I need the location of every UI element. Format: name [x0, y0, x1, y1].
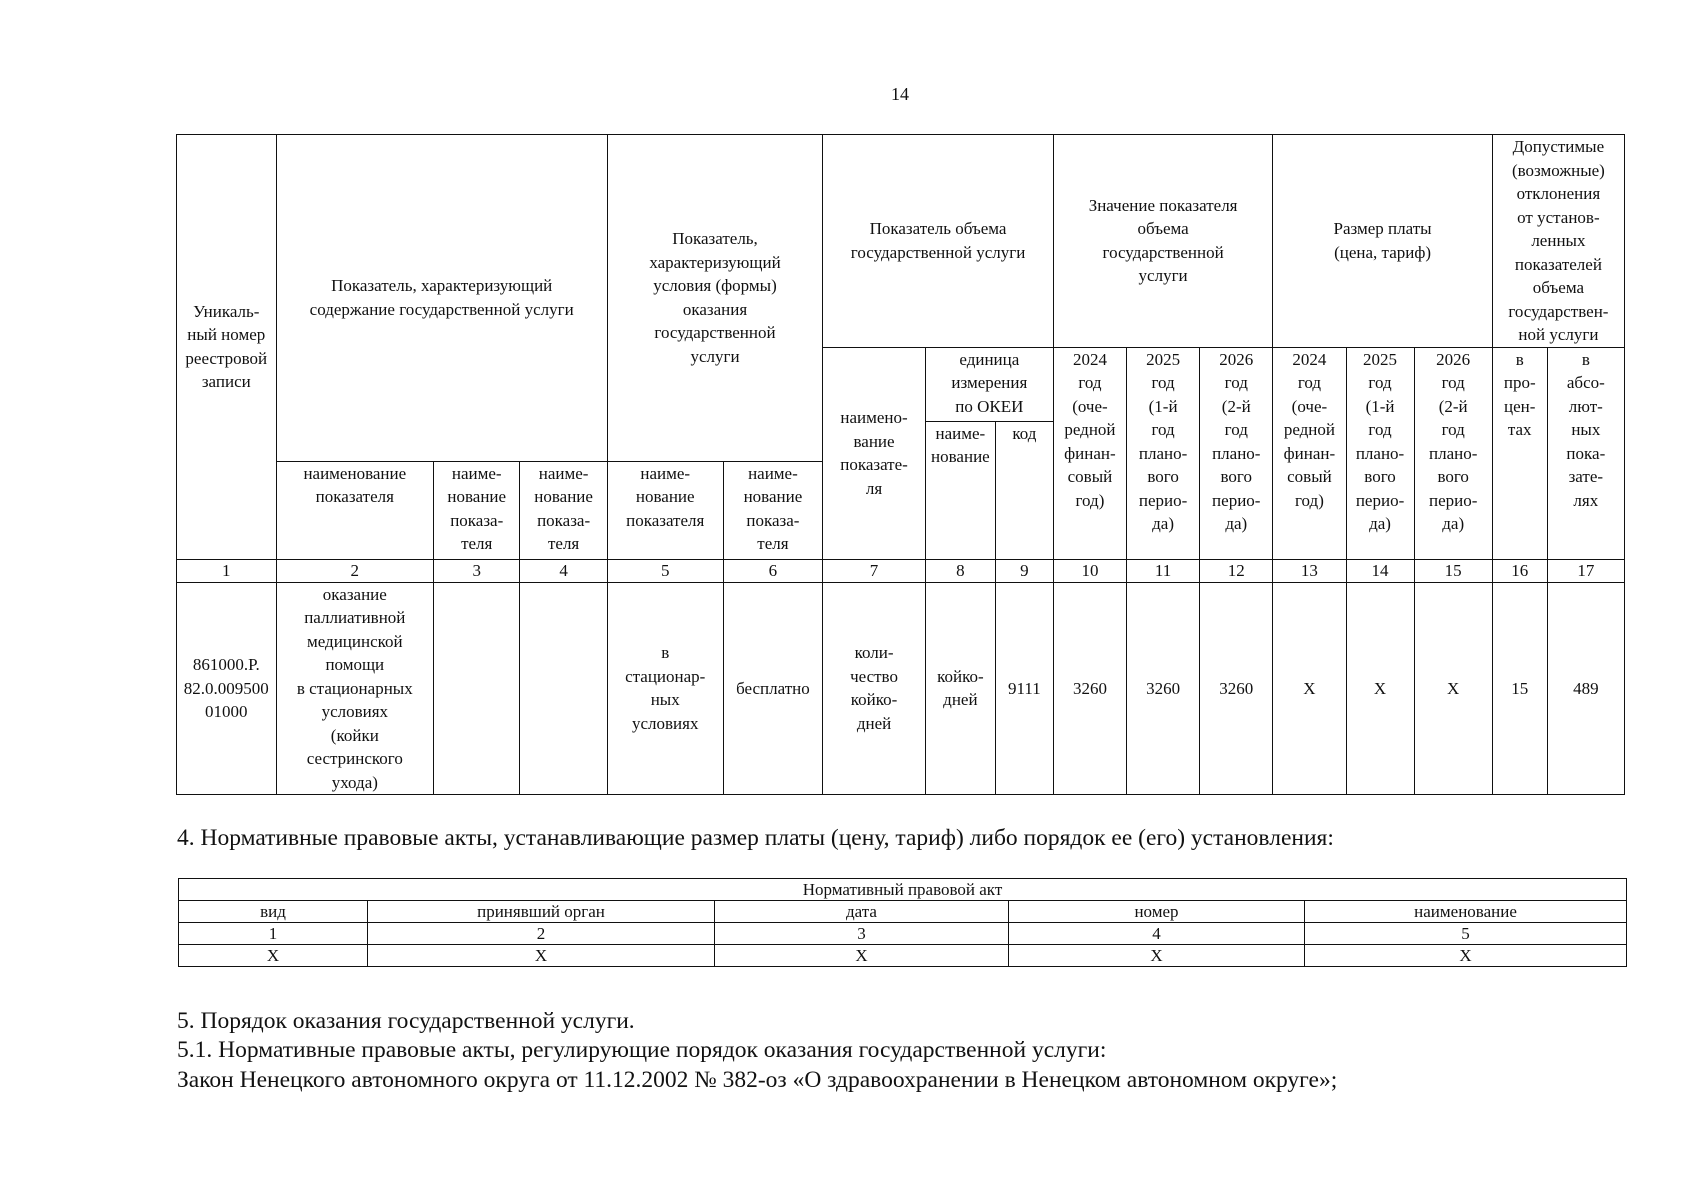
- header-type: вид: [179, 901, 368, 923]
- header-col13: 2024 год (оче- редной финан- совый год): [1273, 347, 1346, 559]
- header-col16: в про- цен- тах: [1492, 347, 1547, 559]
- page-number: 14: [891, 84, 909, 104]
- value-2026-cell: 3260: [1200, 582, 1273, 795]
- value-2025-cell: 3260: [1127, 582, 1200, 795]
- indicator-name-cell: коли- чество койко- дней: [823, 582, 926, 795]
- empty-cell: [434, 582, 520, 795]
- unit-code-cell: 9111: [995, 582, 1053, 795]
- header-date: дата: [715, 901, 1009, 923]
- header-col12: 2026 год (2-й год плано- вого перио- да): [1200, 347, 1273, 559]
- deviation-percent-cell: 15: [1492, 582, 1547, 795]
- col-number: 10: [1053, 559, 1126, 582]
- fee-2025-cell: Х: [1346, 582, 1414, 795]
- col-number: 13: [1273, 559, 1346, 582]
- conditions-cell: в стационар- ных условиях: [607, 582, 723, 795]
- header-conditions-group: Показатель, характеризующий условия (формы) оказания государственной услуги: [607, 135, 822, 462]
- legal-act-body-cell: Х: [368, 945, 715, 967]
- header-col3: наиме- нование показа- теля: [434, 461, 520, 559]
- header-name: наименование: [1305, 901, 1627, 923]
- legal-acts-table: [178, 878, 1627, 967]
- header-fee-group: Размер платы (цена, тариф): [1273, 135, 1492, 348]
- col-number: 1: [179, 923, 368, 945]
- registry-number-cell: 861000.Р. 82.0.009500 01000: [177, 582, 277, 795]
- header-col4: наиме- нование показа- теля: [520, 461, 607, 559]
- table-row: [179, 945, 1627, 967]
- column-number-row: [177, 559, 1625, 582]
- header-deviation-group: Допустимые (возможные) отклонения от установ- ленных показателей объема государствен- ной услуги: [1492, 135, 1624, 348]
- legal-act-header-row: [179, 901, 1627, 923]
- header-col10: 2024 год (оче- редной финан- совый год): [1053, 347, 1126, 559]
- col-number: 8: [925, 559, 995, 582]
- col-number: 14: [1346, 559, 1414, 582]
- fee-2024-cell: Х: [1273, 582, 1346, 795]
- service-content-cell: оказание паллиативной медицинской помощи в стационарных условиях (койки сестринского ухода): [276, 582, 433, 795]
- header-col6: наиме- нование показа- теля: [723, 461, 823, 559]
- header-reg-number: Уникаль- ный номер реестровой записи: [177, 135, 277, 560]
- header-col14: 2025 год (1-й год плано- вого перио- да): [1346, 347, 1414, 559]
- col-number: 1: [177, 559, 277, 582]
- legal-act-title: Нормативный правовой акт: [179, 879, 1627, 901]
- legal-act-type-cell: Х: [179, 945, 368, 967]
- deviation-absolute-cell: 489: [1547, 582, 1624, 795]
- header-value-group: Значение показателя объема государственной услуги: [1053, 135, 1272, 348]
- col-number: 15: [1414, 559, 1492, 582]
- table-row: [177, 582, 1625, 795]
- section-4-heading: 4. Нормативные правовые акты, устанавливающие размер платы (цену, тариф) либо порядок ее (его) установления:: [177, 825, 1334, 851]
- col-number: 5: [1305, 923, 1627, 945]
- header-unit-group: единица измерения по ОКЕИ: [925, 347, 1053, 421]
- unit-name-cell: койко- дней: [925, 582, 995, 795]
- col-number: 5: [607, 559, 723, 582]
- payment-form-cell: бесплатно: [723, 582, 823, 795]
- col-number: 17: [1547, 559, 1624, 582]
- col-number: 9: [995, 559, 1053, 582]
- legal-act-number-row: [179, 923, 1627, 945]
- col-number: 16: [1492, 559, 1547, 582]
- value-2024-cell: 3260: [1053, 582, 1126, 795]
- empty-cell: [520, 582, 607, 795]
- col-number: 4: [1009, 923, 1305, 945]
- col-number: 3: [715, 923, 1009, 945]
- section-5-heading: 5. Порядок оказания государственной услуги.: [177, 1008, 635, 1034]
- header-volume-group: Показатель объема государственной услуги: [823, 135, 1054, 348]
- header-col15: 2026 год (2-й год плано- вого перио- да): [1414, 347, 1492, 559]
- header-col17: в абсо- лют- ных пока- зате- лях: [1547, 347, 1624, 559]
- legal-act-date-cell: Х: [715, 945, 1009, 967]
- law-reference: Закон Ненецкого автономного округа от 11.12.2002 № 382-оз «О здравоохранении в Ненецком автономном округе»;: [177, 1067, 1338, 1093]
- header-col8: наиме- нование: [925, 421, 995, 559]
- header-number: номер: [1009, 901, 1305, 923]
- header-content-group: Показатель, характеризующий содержание государственной услуги: [276, 135, 607, 462]
- col-number: 7: [823, 559, 926, 582]
- fee-2026-cell: Х: [1414, 582, 1492, 795]
- volume-indicators-table: [176, 134, 1625, 795]
- header-col7: наимено- вание показате- ля: [823, 347, 926, 559]
- col-number: 2: [276, 559, 433, 582]
- header-col11: 2025 год (1-й год плано- вого перио- да): [1127, 347, 1200, 559]
- legal-act-number-cell: Х: [1009, 945, 1305, 967]
- col-number: 3: [434, 559, 520, 582]
- col-number: 12: [1200, 559, 1273, 582]
- header-col2: наименование показателя: [276, 461, 433, 559]
- header-col9: код: [995, 421, 1053, 559]
- col-number: 2: [368, 923, 715, 945]
- section-5-1-heading: 5.1. Нормативные правовые акты, регулирующие порядок оказания государственной услуги:: [177, 1037, 1107, 1063]
- col-number: 6: [723, 559, 823, 582]
- legal-act-name-cell: Х: [1305, 945, 1627, 967]
- col-number: 11: [1127, 559, 1200, 582]
- header-col5: наиме- нование показателя: [607, 461, 723, 559]
- header-issuing-body: принявший орган: [368, 901, 715, 923]
- col-number: 4: [520, 559, 607, 582]
